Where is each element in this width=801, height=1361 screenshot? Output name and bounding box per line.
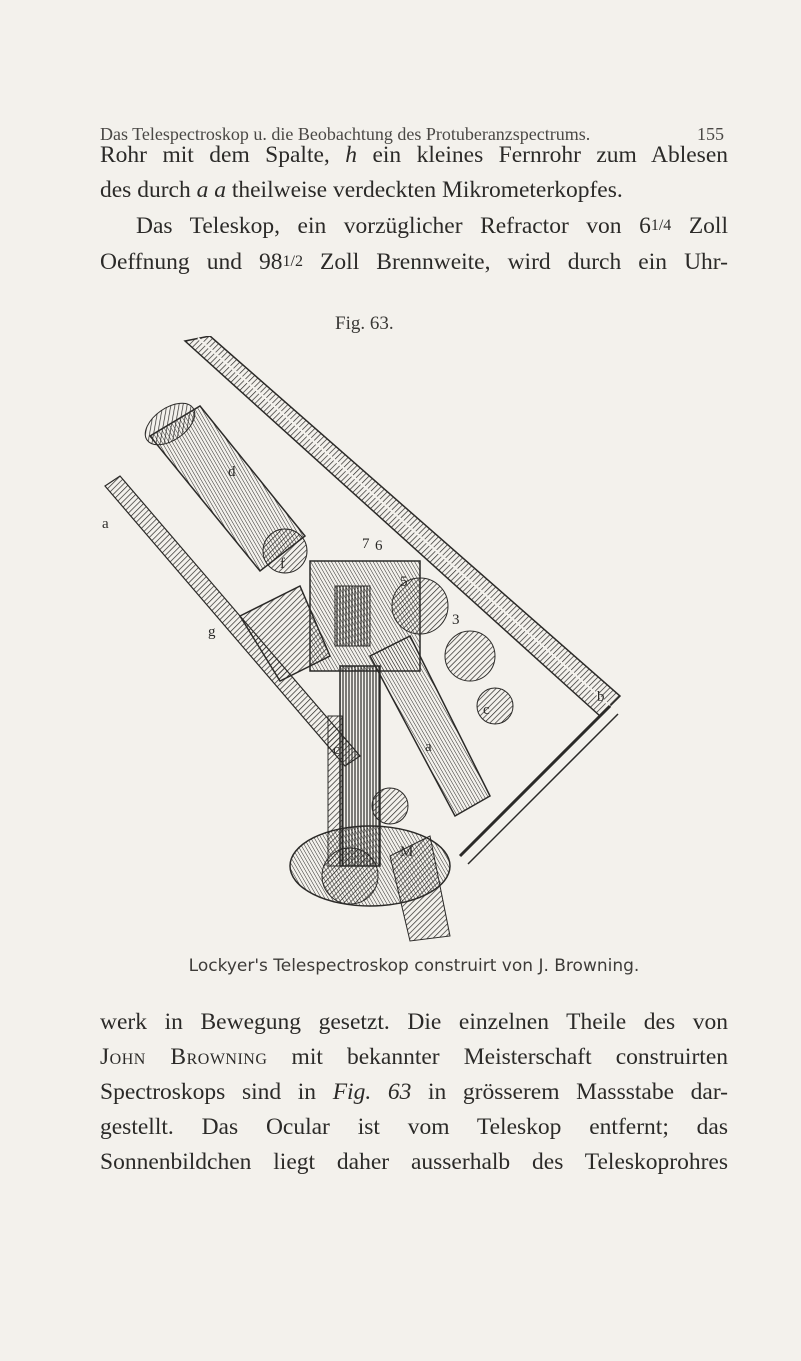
knob bbox=[445, 631, 495, 681]
figure-letter: c bbox=[333, 742, 340, 758]
italic-ref: h bbox=[345, 142, 358, 168]
figure-caption: Lockyer's Telespectroskop construirt von J. Browning. bbox=[188, 956, 640, 976]
text-line bbox=[100, 208, 728, 244]
rod bbox=[468, 714, 618, 864]
text-span: Rohr mit dem Spalte, bbox=[100, 142, 346, 168]
text-line: Sonnenbildchen liegt daher ausserhalb des Teleskoprohres bbox=[100, 1149, 728, 1175]
figure-letter: 6 bbox=[375, 538, 383, 554]
paragraph-top bbox=[100, 138, 728, 280]
fraction: 1/2 bbox=[282, 253, 303, 270]
running-title: Das Telespectroskop u. die Beobachtung des Protuberanzspectrums. bbox=[100, 124, 591, 144]
text-line: werk in Bewegung gesetzt. Die einzelnen Theile des von bbox=[100, 1009, 728, 1035]
text-span: Zoll Brennweite, wird durch ein Uhr- bbox=[302, 249, 728, 275]
figure-letter: a bbox=[102, 516, 109, 532]
figure-letter: 7 bbox=[362, 536, 370, 552]
text-span: Zoll bbox=[671, 213, 728, 239]
text-span: mit bekannter Meisterschaft construirten bbox=[267, 1044, 728, 1070]
text-span: theilweise verdeckten Mikrometerkopfes. bbox=[225, 177, 623, 203]
text-span: Das Teleskop, ein vorzüglicher Refractor von 6 bbox=[136, 213, 651, 239]
paragraph-bottom bbox=[100, 1005, 728, 1180]
text-line bbox=[100, 173, 728, 208]
figure-letter: f bbox=[280, 556, 285, 572]
figure-letter: d bbox=[228, 464, 236, 480]
figure-ref: Fig. 63 bbox=[332, 1079, 412, 1105]
figure-label: Fig. 63. bbox=[335, 313, 394, 334]
text-span: Spectroskops sind in bbox=[100, 1079, 333, 1105]
text-line bbox=[100, 1075, 728, 1110]
figure-letter: g bbox=[208, 624, 216, 640]
text-span: des durch bbox=[100, 177, 197, 203]
fraction: 1/4 bbox=[650, 217, 672, 234]
mount-base bbox=[290, 826, 450, 941]
figure-letter: 5 bbox=[400, 574, 408, 590]
author-name: John Browning bbox=[100, 1044, 268, 1070]
knob bbox=[372, 788, 408, 824]
text-span: in grösserem Massstabe dar- bbox=[411, 1079, 729, 1105]
text-line: gestellt. Das Ocular ist vom Teleskop entfernt; das bbox=[100, 1114, 728, 1140]
text-line bbox=[100, 1040, 728, 1075]
figure-letter: M bbox=[400, 844, 414, 860]
text-span: Oeffnung und 98 bbox=[100, 249, 283, 275]
figure-letter: 3 bbox=[452, 612, 460, 628]
figure-letter: a bbox=[425, 739, 432, 755]
page-number: 155 bbox=[697, 124, 724, 144]
telespectroscope-engraving bbox=[90, 336, 730, 946]
text-line bbox=[100, 138, 728, 173]
text-span: ein kleines Fernrohr zum Ablesen bbox=[357, 142, 728, 168]
italic-ref: a a bbox=[196, 177, 226, 203]
figure-letter: c bbox=[483, 702, 490, 718]
text-line bbox=[100, 244, 728, 280]
figure-letter: b bbox=[597, 689, 605, 705]
